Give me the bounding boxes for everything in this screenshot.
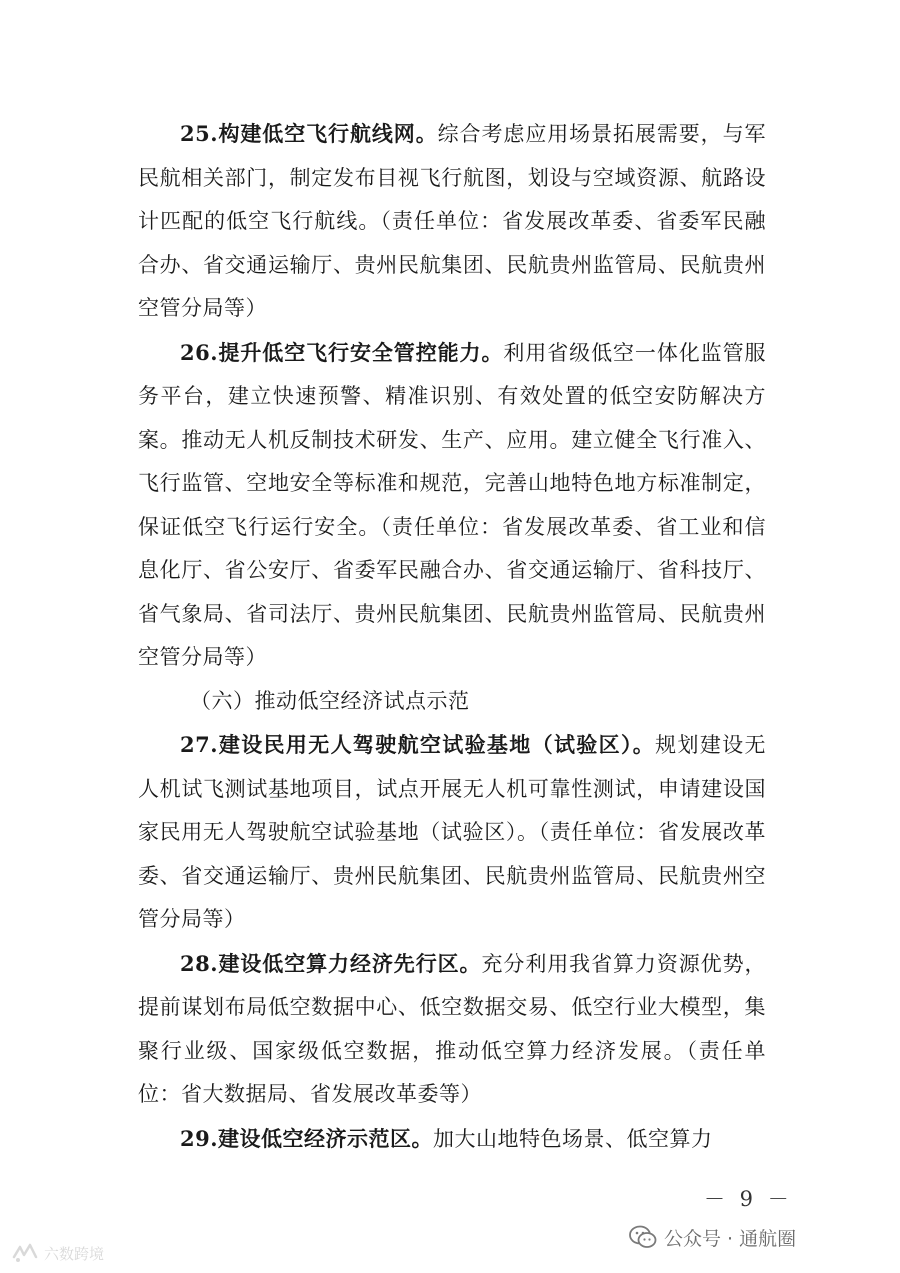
paragraph-27 [138, 723, 766, 942]
paragraph-26 [138, 331, 766, 680]
wechat-icon [628, 1224, 658, 1250]
paragraph-heading: 27.建设民用无人驾驶航空试验基地（试验区）。 [180, 732, 656, 757]
paragraph-text: 综合考虑应用场景拓展需要，与军民航相关部门，制定发布目视飞行航图，划设与空域资源、航路设计匹配的低空飞行航线。（责任单位：省发展改革委、省委军民融合办、省交通运输厅、贵州民航集团、民航贵州监管局、民航贵州空管分局等） [138, 122, 766, 320]
paragraph-25 [138, 112, 766, 331]
paragraph-text: 充分利用我省算力资源优势，提前谋划布局低空数据中心、低空数据交易、低空行业大模型，集聚行业级、国家级低空数据，推动低空算力经济发展。（责任单位：省大数据局、省发展改革委等） [138, 951, 767, 1106]
watermark-left-text: 六数跨境 [44, 1244, 105, 1263]
paragraph-text: 利用省级低空一体化监管服务平台，建立快速预警、精准识别、有效处置的低空安防解决方案。推动无人机反制技术研发、生产、应用。建立健全飞行准入、飞行监管、空地安全等标准和规范，完善山地特色地方标准制定，保证低空飞行运行安全。（责任单位：省发展改革委、省工业和信息化厅、省公安厅、省委军民融合办、省交通运输厅、省科技厅、省气象局、省司法厅、贵州民航集团、民航贵州监管局、民航贵州空管分局等） [138, 340, 766, 669]
paragraph-29 [138, 1117, 766, 1162]
paragraph-heading: 29.建设低空经济示范区。 [180, 1125, 434, 1151]
paragraph-heading: 26.提升低空飞行安全管控能力。 [180, 339, 504, 365]
brand-logo-icon [12, 1243, 38, 1263]
watermark-right [628, 1222, 796, 1252]
watermark-left [12, 1240, 104, 1266]
paragraph-28 [138, 942, 766, 1117]
section-title: （六）推动低空经济试点示范 [190, 688, 470, 713]
page-number: － 9 － [704, 1187, 793, 1211]
paragraph-heading: 25.构建低空飞行航线网。 [180, 121, 438, 146]
paragraph-text: 加大山地特色场景、低空算力 [433, 1126, 713, 1151]
paragraph-heading: 28.建设低空算力经济先行区。 [180, 950, 482, 976]
document-body [138, 112, 766, 1161]
paragraph-text: 规划建设无人机试飞测试基地项目，试点开展无人机可靠性测试，申请建设国家民用无人驾驶航空试验基地（试验区）。（责任单位：省发展改革委、省交通运输厅、贵州民航集团、民航贵州监管局、民航贵州空管分局等） [138, 733, 766, 931]
watermark-right-text: 公众号 · 通航圈 [664, 1227, 797, 1250]
